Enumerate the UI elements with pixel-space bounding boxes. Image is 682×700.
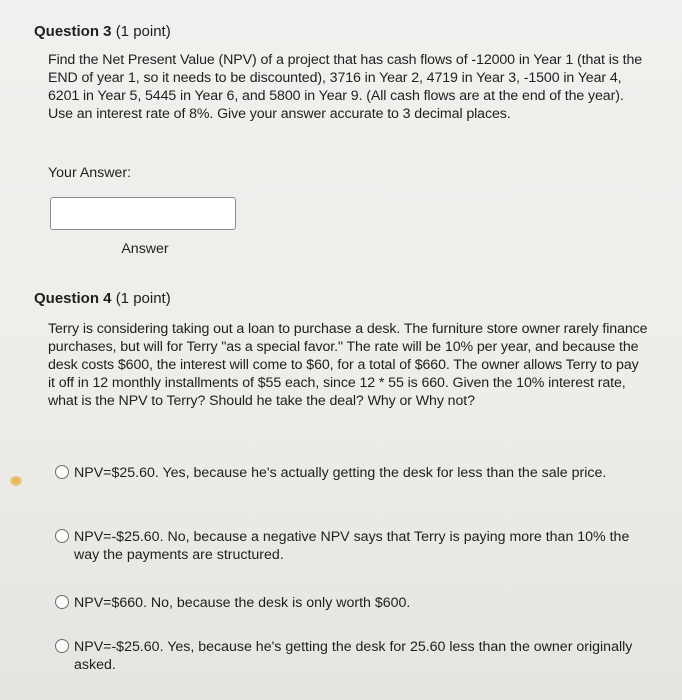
radio-button-icon[interactable] [55, 465, 69, 479]
question-3-title [34, 23, 171, 41]
your-answer-label: Your Answer: [48, 165, 132, 181]
answer-option-1[interactable] [55, 464, 645, 482]
radio-button-icon[interactable] [55, 529, 69, 543]
question-4-text: Terry is considering taking out a loan to purchase a desk. The furniture store owner rarely finance purchases, but will for Terry "as a special favor." The rate will be 10% per year, and because the desk costs $600, the interest will come to $60, for a total of $660. The owner allows Terry to pay it off in 12 monthly installments of $55 each, since 12 * 55 is 660. Given the 10% interest rate, what is the NPV to Terry? Should he take the deal? Why or Why not? [48, 321, 648, 409]
question-4-label: Question 4 [34, 290, 112, 307]
answer-option-2[interactable] [55, 528, 645, 564]
radio-button-icon[interactable] [55, 595, 69, 609]
answer-option-2-text: NPV=-$25.60. No, because a negative NPV says that Terry is paying more than 10% the way the payments are structured. [74, 529, 630, 563]
stain-mark [10, 476, 22, 486]
answer-option-3[interactable] [55, 594, 645, 612]
question-3-text: Find the Net Present Value (NPV) of a project that has cash flows of -12000 in Year 1 (that is the END of year 1, so it needs to be discounted), 3716 in Year 2, 4719 in Year 3, -1500 in Year 4, 6201 in Year 5, 5445 in Year 6, and 5800 in Year 9. (All cash flows are at the end of the year). Use an interest rate of 8%. Give your answer accurate to 3 decimal places. [48, 52, 643, 122]
answer-option-3-text: NPV=$660. No, because the desk is only worth $600. [74, 595, 411, 611]
answer-button[interactable]: Answer [121, 241, 169, 257]
answer-option-4-text: NPV=-$25.60. Yes, because he's getting the desk for 25.60 less than the owner originally asked. [74, 639, 633, 673]
question-3-label: Question 3 [34, 23, 112, 40]
answer-option-1-text: NPV=$25.60. Yes, because he's actually getting the desk for less than the sale price. [74, 465, 607, 481]
question-3-points: (1 point) [115, 23, 171, 40]
answer-input[interactable] [50, 197, 236, 230]
question-4-title [34, 290, 171, 308]
radio-button-icon[interactable] [55, 639, 69, 653]
answer-option-4[interactable] [55, 638, 645, 674]
question-4-points: (1 point) [115, 290, 171, 307]
